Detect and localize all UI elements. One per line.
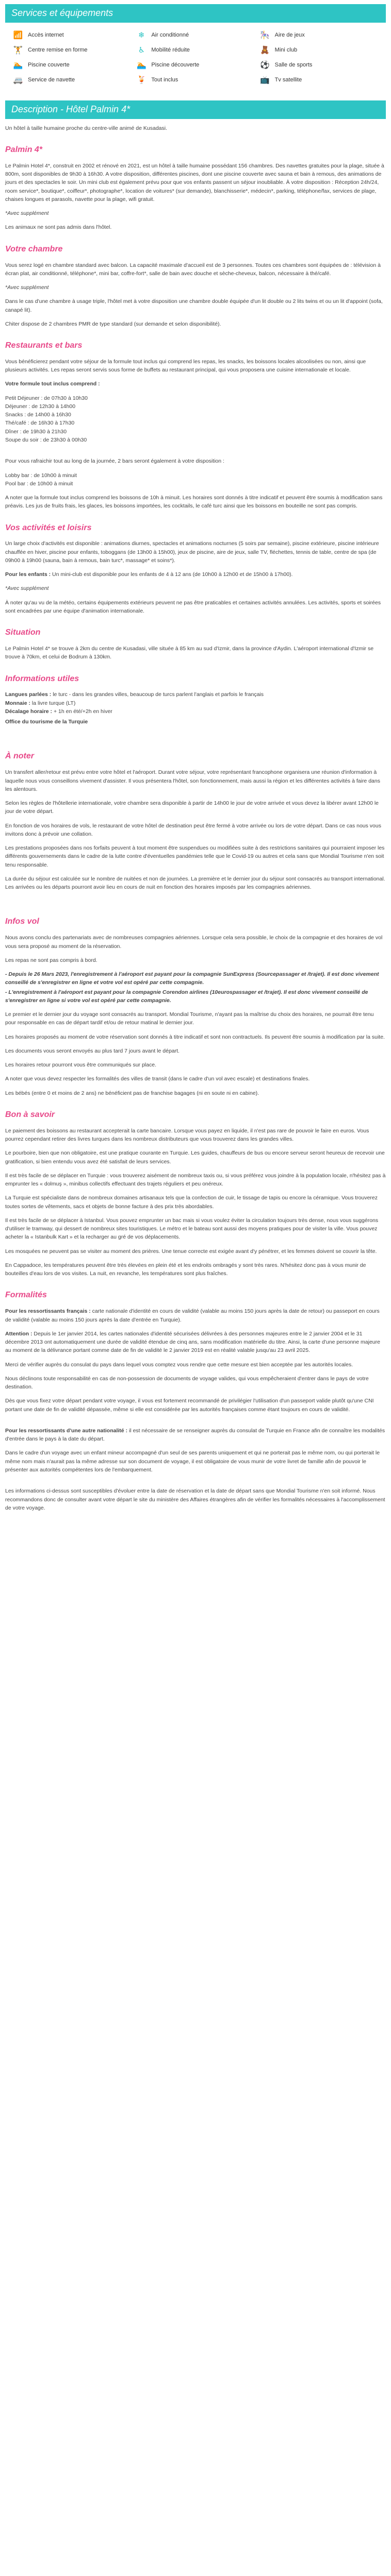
formula-title: Votre formule tout inclus comprend :	[5, 381, 100, 387]
formalities-changes: Les informations ci-dessus sont susceptibles d'évoluer entre la date de réservation et la date de départ sans que Mondial Tourisme n'en soit informé. Nous recommandons donc de consulter avant votre départ le site du ministère des Affaires étrangères afin de vérifier les formalités nécessaires à l'accomplissement de votre voyage.	[5, 1488, 385, 1511]
palmin-note-supplement: *Avec supplément	[5, 210, 49, 217]
tourism-office-link[interactable]: Office du tourisme de la Turquie	[5, 719, 88, 725]
activities-weather: À noter qu'au vu de la météo, certains équipements extérieurs peuvent ne pas être praticables et certaines activités annulées. Les activités, sports et soirées sont encadrées par une équipe d'animation internationale.	[5, 599, 381, 614]
money-label: Monnaie :	[5, 700, 30, 706]
situation-title: Situation	[5, 628, 41, 637]
playground-icon: 🎠	[260, 31, 270, 40]
formalities-attention	[5, 1330, 386, 1355]
kids-club-icon: 🧸	[260, 46, 270, 55]
other-label: Pour les ressortissants d'une autre nationalité :	[5, 1427, 128, 1434]
good-transport: Il est très facile de se déplacer en Turquie : vous trouverez aisément de nombreux taxis ou, si vous préférez vous joindre à la population locale, n'hésitez pas à emprunter les « dolmuş », minibus collectifs effectuant des trajets réguliers et peu onéreux.	[5, 1172, 386, 1188]
good-cappadoce: En Cappadoce, les températures peuvent être très élevées en plein été et les endroits ombragés y sont très rares. N'hésitez donc pas à vous munir de bouteilles d'eau lors de vos visites. La nuit, en revanche, les températures sont plus fraîches.	[5, 1262, 366, 1277]
french-label: Pour les ressortissants français :	[5, 1308, 91, 1315]
money-text: la livre turque (LT)	[30, 700, 76, 706]
schedule-line: Dîner : de 19h30 à 21h30	[5, 428, 67, 435]
bars-intro: Pour vous rafraichir tout au long de la journée, 2 bars seront également à votre disposition :	[5, 458, 224, 465]
notes-checkin: Selon les règles de l'hôtellerie internationale, votre chambre sera disponible à partir de 14h00 le jour de votre arrivée et vous devez la libérer avant 12h00 le jour de votre départ.	[5, 800, 379, 815]
tv-icon: 📺	[260, 76, 270, 85]
schedule-line: Thé/café : de 16h30 à 17h30	[5, 420, 75, 427]
service-item	[136, 60, 255, 71]
service-item	[12, 75, 132, 86]
restaurants-note: A noter que la formule tout inclus comprend les boissons de 10h à minuit. Les horaires sont donnés à titre indicatif et peuvent être soumis à modification sans préavis. Les jus de fruits frais, les glaces, les boissons importées, les cocktails, le café turc ainsi que les boissons en bouteille ne sont pas compris.	[5, 495, 383, 510]
attention-label: Attention :	[5, 1330, 32, 1337]
schedule-line: Soupe du soir : de 23h30 à 00h30	[5, 437, 87, 444]
service-item	[12, 45, 132, 56]
good-title: Bon à savoir	[5, 1110, 55, 1119]
good-tips: Le pourboire, bien que non obligatoire, est une pratique courante en Turquie. Les guides, chauffeurs de bus ou encore serveur seront heureux de recevoir une gratification, si bien entendu vous avez été satisfait de leurs services.	[5, 1150, 385, 1165]
good-istanbul: Il est très facile de se déplacer à Istanbul. Vous pouvez emprunter un bac mais si vous voulez éviter la circulation toujours très dense, nous vous suggérons d'utiliser le tramway, qui dessert de nombreux sites touristiques. Le métro et le bateau sont aussi des moyens pratiques pour de visiter la ville. Vous pouvez acheter la « Istanbulk Kart » et la recharger au gré de vos déplacements.	[5, 1217, 379, 1241]
restaurants-section	[5, 340, 386, 511]
flights-transport: Le premier et le dernier jour du voyage sont consacrés au transport. Mondial Tourisme, n'ayant pas la maîtrise du choix des horaires, ne pourrait être tenu pour responsable en cas de départ tardif et/ou de retour matinal le dernier jour.	[5, 1011, 374, 1026]
service-label: Mobilité réduite	[151, 47, 190, 54]
formalities-other	[5, 1427, 386, 1444]
formalities-french	[5, 1307, 386, 1324]
service-label: Tv satellite	[274, 77, 302, 83]
palmin-description: Le Palmin Hotel 4*, construit en 2002 et rénové en 2021, est un hôtel à taille humaine possédant 156 chambres. Des navettes gratuites pour la plage, située à 800m, sont disponibles de 9h30 à 16h30. A votre disposition, différentes piscines, dont une piscine couverte avec sauna et bain à remous, des animations de jours et des spectacles le soir. Un mini club est également prévu pour que vos enfants passent un séjour inoubliable. À votre disposition : Réception 24h/24, room service*, boutique*, coiffeur*, photographe*, location de voitures* (sur demande), blanchisserie*, médecin*, parking, téléphone/fax, services de plage, chaises longues et parasols, navette pour la plage, wifi gratuit.	[5, 162, 384, 202]
flights-meals: Les repas ne sont pas compris à bord.	[5, 957, 97, 963]
useful-title: Informations utiles	[5, 674, 79, 683]
formalities-minor: Dans le cadre d'un voyage avec un enfant mineur accompagné d'un seul de ses parents uniquement et qui ne porterait pas le même nom, ou qui porterait le même nom mais n'aurait pas la même adresse sur son document de voyage, il est obligatoire de vous munir de votre livret de famille afin de pouvoir le présenter aux autorités compétentes lors de l'embarquement.	[5, 1450, 380, 1473]
formalities-passport: Dès que vous fixez votre départ pendant votre voyage, il vous est fortement recommandé de privilégier l'utilisation d'un passeport valide plutôt qu'une CNI portant une date de fin de validité dépassée, même si elle est considérée par les autorités françaises comme étant toujours en cours de validité.	[5, 1398, 374, 1413]
french-text: carte nationale d'identité en cours de validité (valable au moins 150 jours après la date de retour) ou passeport en cours de validité (valable au moins 150 jours après la date d'entrée en Turquie).	[5, 1308, 380, 1323]
services-banner: Services et équipements	[5, 4, 386, 23]
flights-documents: Les documents vous seront envoyés au plus tard 7 jours avant le départ.	[5, 1047, 180, 1054]
situation-section	[5, 626, 386, 661]
room-note-supplement: *Avec supplément	[5, 284, 49, 291]
language-text: le turc - dans les grandes villes, beaucoup de turcs parlent l'anglais et parfois le français	[51, 691, 264, 698]
notes-duration: La durée du séjour est calculée sur le nombre de nuitées et non de journées. La première et le dernier jour du séjour sont consacrés au transport international. Les arrivées ou les départs pourront avoir lieu en cours de nuit en fonction des horaires imposés par les compagnies aériennes.	[5, 875, 385, 891]
flights-corendon: - L'enregistrement à l'aéroport est payant pour la compagnie Corendon airlines (10eurospassager et /trajet). Il est donc vivement conseillé de s'enregistrer en ligne si votre vol est opéré par cette compagnie.	[5, 989, 368, 1004]
bars-list	[5, 471, 386, 488]
service-label: Piscine couverte	[28, 62, 70, 69]
wifi-icon: 📶	[13, 31, 23, 40]
room-section	[5, 243, 386, 328]
schedule-line: Pool bar : de 10h00 à minuit	[5, 480, 73, 487]
shuttle-icon: 🚐	[13, 76, 23, 85]
flights-return: Les horaires retour pourront vous être communiqués sur place.	[5, 1062, 156, 1069]
meal-schedule	[5, 394, 386, 445]
flights-section	[5, 916, 386, 1097]
service-item	[136, 45, 255, 56]
notes-restaurant: En fonction de vos horaires de vols, le restaurant de votre hôtel de destination peut être fermé à votre arrivée ou lors de votre départ. Dans ce cas nous vous invitons donc à prévoir une collation.	[5, 822, 381, 837]
notes-sanitary: Les prestations proposées dans nos forfaits peuvent à tout moment être suspendues ou modifiées suite à des restrictions sanitaires qui pourraient imposer les différents gouvernements dans le cadre de la lutte contre d'éventuelles pandémies telle que le Covid-19 ou autres et cela sans que Mondial Tourisme n'en soit tenu responsable.	[5, 845, 385, 868]
good-section	[5, 1109, 386, 1278]
service-label: Centre remise en forme	[28, 47, 88, 54]
activities-note-supplement: *Avec supplément	[5, 585, 49, 592]
schedule-line: Lobby bar : de 10h00 à minuit	[5, 472, 77, 479]
palmin-title: Palmin 4*	[5, 145, 43, 155]
room-description: Vous serez logé en chambre standard avec balcon. La capacité maximale d'accueil est de 3 personnes. Toutes ces chambres sont équipées de : télévision à écran plat, air conditionné, téléphone*, mini bar, coffre-fort*, salle de bain avec douche et sèche-cheveux, balcon, nécessaire à thé/café.	[5, 262, 381, 277]
room-title: Votre chambre	[5, 244, 63, 253]
activities-description: Un large choix d'activités est disponible : animations diurnes, spectacles et animations nocturnes (5 soirs par semaine), piscine extérieure, piscine intérieure chauffée en hiver, piscine pour enfants, toboggans (de 13h00 à 15h00), jeux de piscine, aire de jeux, salle TV, fléchettes, tennis de table, centre de spa (de 09h00 à 19h00 (sauna, bain à remous, bain turc*, massage* et soins*).	[5, 540, 379, 564]
kids-text: Un mini-club est disponible pour les enfants de 4 à 12 ans (de 10h00 à 12h00 et de 15h00 à 17h00).	[51, 571, 293, 578]
formalities-consulate: Merci de vérifier auprès du consulat du pays dans lequel vous comptez vous rendre que cette mesure est bien acceptée par les autorités locales.	[5, 1361, 353, 1368]
service-item	[259, 30, 379, 41]
intro-text: Un hôtel à taille humaine proche du centre-ville animé de Kusadasi.	[5, 125, 168, 131]
snowflake-icon: ❄	[138, 31, 145, 40]
service-label: Aire de jeux	[274, 32, 305, 39]
kids-label: Pour les enfants :	[5, 571, 51, 578]
good-payment: Le paiement des boissons au restaurant accepterait la carte bancaire. Lorsque vous payez en liquide, il n'est pas rare de pouvoir le faire en euros. Vous pourrez cependant retirer des livres turques dans les nombreux distributeurs que vous trouverez dans les grandes villes.	[5, 1127, 369, 1143]
schedule-line: Snacks : de 14h00 à 16h30	[5, 412, 71, 418]
room-pmr: Chiter dispose de 2 chambres PMR de type standard (sur demande et selon disponibilité).	[5, 320, 221, 327]
service-item	[136, 30, 255, 41]
service-label: Tout inclus	[151, 77, 178, 83]
kids-club	[5, 570, 386, 579]
good-crafts: La Turquie est spécialiste dans de nombreux domaines artisanaux tels que la confection de cuir, le tissage de tapis ou encore la céramique. Vous trouverez toutes sortes de vêtements, sacs et objets de bonne facture à des prix très abordables.	[5, 1195, 378, 1210]
schedule-line: Déjeuner : de 12h30 à 14h00	[5, 403, 76, 410]
service-label: Air conditionné	[151, 32, 189, 39]
time-label: Décalage horaire :	[5, 708, 53, 715]
attention-text: Depuis le 1er janvier 2014, les cartes nationales d'identité sécurisées délivrées à des personnes majeures entre le 2 janvier 2004 et le 31 décembre 2013 ont automatiquement une durée de validité étendue de cinq ans, sans modification matérielle du titre. Ainsi, la carte d'une personne majeure au moment de la délivrance portant comme date de fin de validité le 2 janvier 2019 est en réalité valable jusqu'au 23 avril 2025.	[5, 1330, 380, 1354]
all-inclusive-icon: 🍹	[136, 76, 146, 85]
restaurants-description: Vous bénéficierez pendant votre séjour de la formule tout inclus qui comprend les repas, les snacks, les boissons locales alcoolisées ou non, ainsi que plusieurs activités. Les repas seront servis sous forme de buffets au restaurant principal, qui vous proposera une cuisine internationale et locale.	[5, 358, 366, 374]
flights-title: Infos vol	[5, 917, 39, 926]
situation-text: Le Palmin Hotel 4* se trouve à 2km du centre de Kusadasi, ville située à 85 km au sud d'Izmir, dans la province d'Aydin. L'aéroport international d'Izmir se trouve à 70km, et celui de Bodrum à 130km.	[5, 646, 374, 660]
service-label: Accès internet	[28, 32, 64, 39]
service-label: Service de navette	[28, 77, 75, 83]
flights-sunexpress: - Depuis le 26 Mars 2023, l'enregistrement à l'aéroport est payant pour la compagnie SunExpress (Sourcepassager et /trajet). Il est donc vivement conseillé de s'enregistrer en ligne et votre vol est opéré par cette compagnie.	[5, 971, 379, 986]
wheelchair-icon: ♿	[138, 46, 145, 55]
activities-title: Vos activités et loisirs	[5, 523, 92, 532]
restaurants-title: Restaurants et bars	[5, 341, 83, 350]
formalities-responsibility: Nous déclinons toute responsabilité en cas de non-possession de documents de voyage valides, qui vous empêcheraient d'entrer dans le pays de votre destination.	[5, 1375, 369, 1391]
service-item	[12, 60, 132, 71]
service-item	[259, 45, 379, 56]
activities-section	[5, 522, 386, 616]
flights-transit: A noter que vous devez respecter les formalités des villes de transit (dans le cadre d'un vol avec escale) et destinations finales.	[5, 1076, 310, 1082]
room-triple: Dans le cas d'une chambre à usage triple, l'hôtel met à votre disposition une chambre double équipée d'un lit double ou 2 lits twins et ou un lit d'appoint (sofa, canapé lit).	[5, 298, 383, 313]
flights-partners: Nous avons conclu des partenariats avec de nombreuses compagnies aériennes. Lorsque cela sera possible, le choix de la compagnie et des horaires de vol vous sera proposé au moment de la réservation.	[5, 935, 383, 950]
services-grid	[5, 28, 386, 95]
notes-title: À noter	[5, 752, 34, 761]
schedule-line: Petit Déjeuner : de 07h30 à 10h30	[5, 395, 88, 401]
service-label: Mini club	[274, 47, 298, 54]
formalities-title: Formalités	[5, 1291, 47, 1300]
sports-hall-icon: ⚽	[260, 61, 270, 70]
pool-icon: 🏊	[13, 61, 23, 70]
palmin-note-pets: Les animaux ne sont pas admis dans l'hôtel.	[5, 224, 112, 231]
service-label: Salle de sports	[274, 62, 313, 69]
description-banner: Description - Hôtel Palmin 4*	[5, 100, 386, 119]
fitness-icon: 🏋	[13, 46, 23, 55]
service-item	[259, 60, 379, 71]
notes-transfer: Un transfert aller/retour est prévu entre votre hôtel et l'aéroport. Durant votre séjour, votre représentant francophone organisera une réunion d'information à laquelle nous vous conseillons vivement d'assister. Il vous présentera l'hôtel, son fonctionnement, mais aussi la région et les différentes activités à faire dans les alentours.	[5, 769, 380, 792]
service-item	[136, 75, 255, 86]
other-text: il est nécessaire de se renseigner auprès du consulat de Turquie en France afin de connaître les modalités d'entrée dans le pays à la date du départ.	[5, 1427, 385, 1443]
flights-babies: Les bébés (entre 0 et moins de 2 ans) ne bénéficient pas de franchise bagages (ni en soute ni en cabine).	[5, 1090, 259, 1096]
flights-schedule: Les horaires proposés au moment de votre réservation sont donnés à titre indicatif et sont non contractuels. Ils peuvent être soumis à modification par la suite.	[5, 1033, 385, 1040]
useful-section	[5, 673, 386, 726]
service-item	[259, 75, 379, 86]
good-mosques: Les mosquées ne peuvent pas se visiter au moment des prières. Une tenue correcte est exigée avant d'y pénétrer, et les femmes doivent se couvrir la tête.	[5, 1248, 377, 1255]
service-label: Piscine découverte	[151, 62, 200, 69]
service-item	[12, 30, 132, 41]
time-text: + 1h en été/+2h en hiver	[52, 708, 112, 715]
outdoor-pool-icon: 🏊	[136, 61, 146, 70]
notes-section	[5, 750, 386, 891]
language-label: Langues parlées :	[5, 691, 52, 698]
formalities-section	[5, 1289, 386, 1512]
useful-list	[5, 690, 386, 716]
palmin-section	[5, 144, 386, 232]
